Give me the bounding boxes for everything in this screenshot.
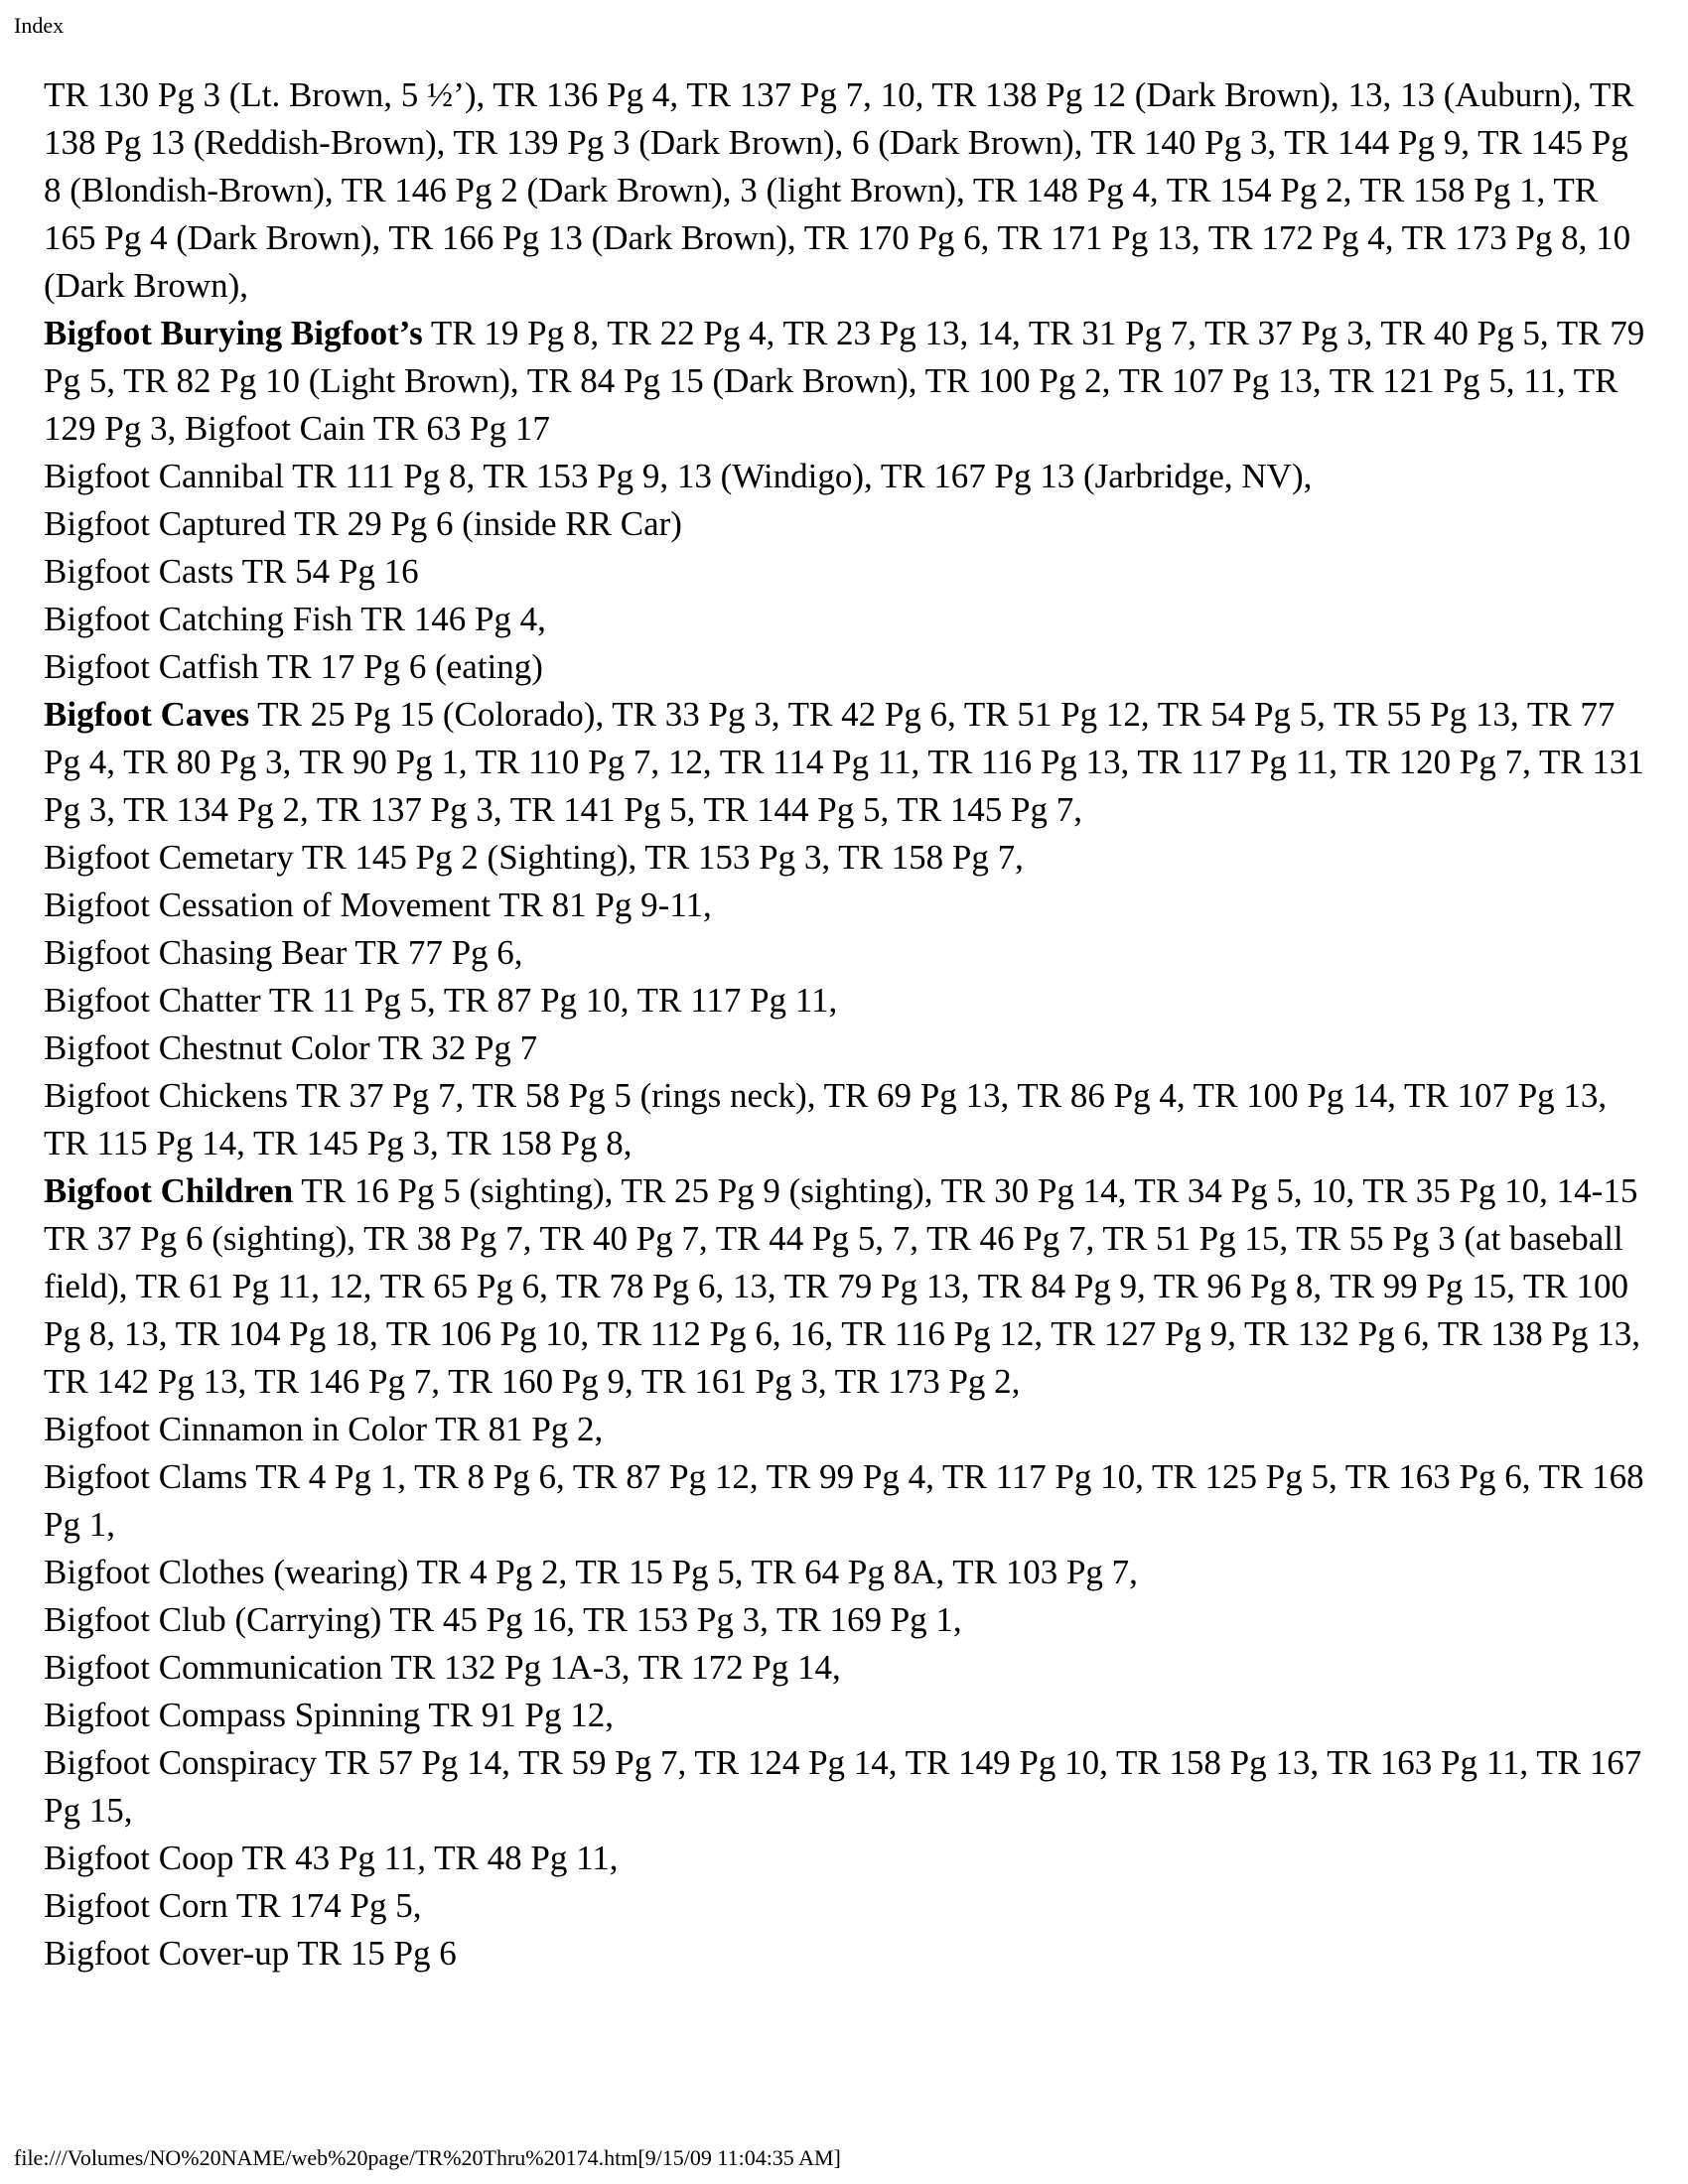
index-entry xyxy=(44,1835,1652,1882)
index-entry xyxy=(44,1072,1652,1167)
page-footer-url: file:///Volumes/NO%20NAME/web%20page/TR%20Thru%20174.htm[9/15/09 11:04:35 AM] xyxy=(14,2145,841,2170)
entry-text: Bigfoot Chestnut Color TR 32 Pg 7 xyxy=(44,1028,538,1067)
entry-text: TR 16 Pg 5 (sighting), TR 25 Pg 9 (sighting), TR 30 Pg 14, TR 34 Pg 5, 10, TR 35 Pg 10, 14-15 TR 37 Pg 6 (sighting), TR 38 Pg 7, TR 40 Pg 7, TR 44 Pg 5, 7, TR 46 Pg 7, TR 51 Pg 15, TR 55 Pg 3 (at baseball field), TR 61 Pg 11, 12, TR 65 Pg 6, TR 78 Pg 6, 13, TR 79 Pg 13, TR 84 Pg 9, TR 96 Pg 8, TR 99 Pg 15, TR 100 Pg 8, 13, TR 104 Pg 18, TR 106 Pg 10, TR 112 Pg 6, 16, TR 116 Pg 12, TR 127 Pg 9, TR 132 Pg 6, TR 138 Pg 13, TR 142 Pg 13, TR 146 Pg 7, TR 160 Pg 9, TR 161 Pg 3, TR 173 Pg 2, xyxy=(44,1171,1641,1401)
entry-text: Bigfoot Compass Spinning TR 91 Pg 12, xyxy=(44,1696,615,1734)
index-entry xyxy=(44,310,1652,453)
index-entry xyxy=(44,500,1652,548)
entry-text: Bigfoot Communication TR 132 Pg 1A-3, TR 172 Pg 14, xyxy=(44,1648,841,1687)
entry-text: Bigfoot Club (Carrying) TR 45 Pg 16, TR 153 Pg 3, TR 169 Pg 1, xyxy=(44,1600,962,1639)
page-header-title: Index xyxy=(14,13,65,38)
entry-text: Bigfoot Corn TR 174 Pg 5, xyxy=(44,1886,422,1925)
entry-text: Bigfoot Coop TR 43 Pg 11, TR 48 Pg 11, xyxy=(44,1839,619,1877)
index-entry xyxy=(44,1930,1652,1978)
entry-text: Bigfoot Captured TR 29 Pg 6 (inside RR Car) xyxy=(44,504,682,543)
entry-heading: Bigfoot Caves xyxy=(44,695,250,734)
index-entry xyxy=(44,1882,1652,1930)
index-entry xyxy=(44,929,1652,977)
index-entry xyxy=(44,1596,1652,1644)
entry-text: Bigfoot Cinnamon in Color TR 81 Pg 2, xyxy=(44,1410,604,1448)
entry-text: Bigfoot Cannibal TR 111 Pg 8, TR 153 Pg 9, 13 (Windigo), TR 167 Pg 13 (Jarbridge, NV), xyxy=(44,457,1313,495)
index-entry xyxy=(44,691,1652,834)
index-entry xyxy=(44,977,1652,1024)
entry-text: Bigfoot Catching Fish TR 146 Pg 4, xyxy=(44,600,546,638)
entry-text: Bigfoot Catfish TR 17 Pg 6 (eating) xyxy=(44,647,543,686)
entry-text: Bigfoot Chasing Bear TR 77 Pg 6, xyxy=(44,933,523,972)
index-entry xyxy=(44,1024,1652,1072)
index-entry xyxy=(44,548,1652,596)
entry-text: Bigfoot Cover-up TR 15 Pg 6 xyxy=(44,1934,457,1973)
index-entry xyxy=(44,1167,1652,1406)
index-entry xyxy=(44,596,1652,643)
index-entry xyxy=(44,882,1652,929)
entry-text: Bigfoot Clothes (wearing) TR 4 Pg 2, TR 15 Pg 5, TR 64 Pg 8A, TR 103 Pg 7, xyxy=(44,1553,1138,1591)
index-entry xyxy=(44,834,1652,882)
entry-text: Bigfoot Clams TR 4 Pg 1, TR 8 Pg 6, TR 87 Pg 12, TR 99 Pg 4, TR 117 Pg 10, TR 125 Pg 5, TR 163 Pg 6, TR 168 Pg 1, xyxy=(44,1457,1644,1544)
index-entries xyxy=(44,71,1652,1978)
index-entry xyxy=(44,1739,1652,1835)
index-entry xyxy=(44,1692,1652,1739)
entry-text: Bigfoot Cemetary TR 145 Pg 2 (Sighting), TR 153 Pg 3, TR 158 Pg 7, xyxy=(44,838,1024,877)
entry-text: TR 25 Pg 15 (Colorado), TR 33 Pg 3, TR 42 Pg 6, TR 51 Pg 12, TR 54 Pg 5, TR 55 Pg 13, TR 77 Pg 4, TR 80 Pg 3, TR 90 Pg 1, TR 110 Pg 7, 12, TR 114 Pg 11, TR 116 Pg 13, TR 117 Pg 11, TR 120 Pg 7, TR 131 Pg 3, TR 134 Pg 2, TR 137 Pg 3, TR 141 Pg 5, TR 144 Pg 5, TR 145 Pg 7, xyxy=(44,695,1644,829)
entry-heading: Bigfoot Burying Bigfoot’s xyxy=(44,314,423,352)
index-entry xyxy=(44,71,1652,310)
entry-text: Bigfoot Cessation of Movement TR 81 Pg 9-11, xyxy=(44,886,712,924)
entry-text: Bigfoot Conspiracy TR 57 Pg 14, TR 59 Pg 7, TR 124 Pg 14, TR 149 Pg 10, TR 158 Pg 13, TR 163 Pg 11, TR 167 Pg 15, xyxy=(44,1743,1642,1830)
index-entry xyxy=(44,643,1652,691)
entry-text: Bigfoot Casts TR 54 Pg 16 xyxy=(44,552,419,591)
entry-text: Bigfoot Chickens TR 37 Pg 7, TR 58 Pg 5 (rings neck), TR 69 Pg 13, TR 86 Pg 4, TR 100 Pg 14, TR 107 Pg 13, TR 115 Pg 14, TR 145 Pg 3, TR 158 Pg 8, xyxy=(44,1076,1608,1162)
index-entry xyxy=(44,1406,1652,1453)
index-entry xyxy=(44,1644,1652,1692)
index-entry xyxy=(44,453,1652,500)
entry-text: TR 19 Pg 8, TR 22 Pg 4, TR 23 Pg 13, 14, TR 31 Pg 7, TR 37 Pg 3, TR 40 Pg 5, TR 79 Pg 5, TR 82 Pg 10 (Light Brown), TR 84 Pg 15 (Dark Brown), TR 100 Pg 2, TR 107 Pg 13, TR 121 Pg 5, 11, TR 129 Pg 3, Bigfoot Cain TR 63 Pg 17 xyxy=(44,314,1645,448)
entry-heading: Bigfoot Children xyxy=(44,1171,294,1210)
entry-text: TR 130 Pg 3 (Lt. Brown, 5 ½’), TR 136 Pg 4, TR 137 Pg 7, 10, TR 138 Pg 12 (Dark Brown), 13, 13 (Auburn), TR 138 Pg 13 (Reddish-Brown), TR 139 Pg 3 (Dark Brown), 6 (Dark Brown), TR 140 Pg 3, TR 144 Pg 9, TR 145 Pg 8 (Blondish-Brown), TR 146 Pg 2 (Dark Brown), 3 (light Brown), TR 148 Pg 4, TR 154 Pg 2, TR 158 Pg 1, TR 165 Pg 4 (Dark Brown), TR 166 Pg 13 (Dark Brown), TR 170 Pg 6, TR 171 Pg 13, TR 172 Pg 4, TR 173 Pg 8, 10 (Dark Brown), xyxy=(44,75,1634,305)
index-entry xyxy=(44,1549,1652,1596)
index-entry xyxy=(44,1453,1652,1549)
entry-text: Bigfoot Chatter TR 11 Pg 5, TR 87 Pg 10, TR 117 Pg 11, xyxy=(44,981,838,1020)
